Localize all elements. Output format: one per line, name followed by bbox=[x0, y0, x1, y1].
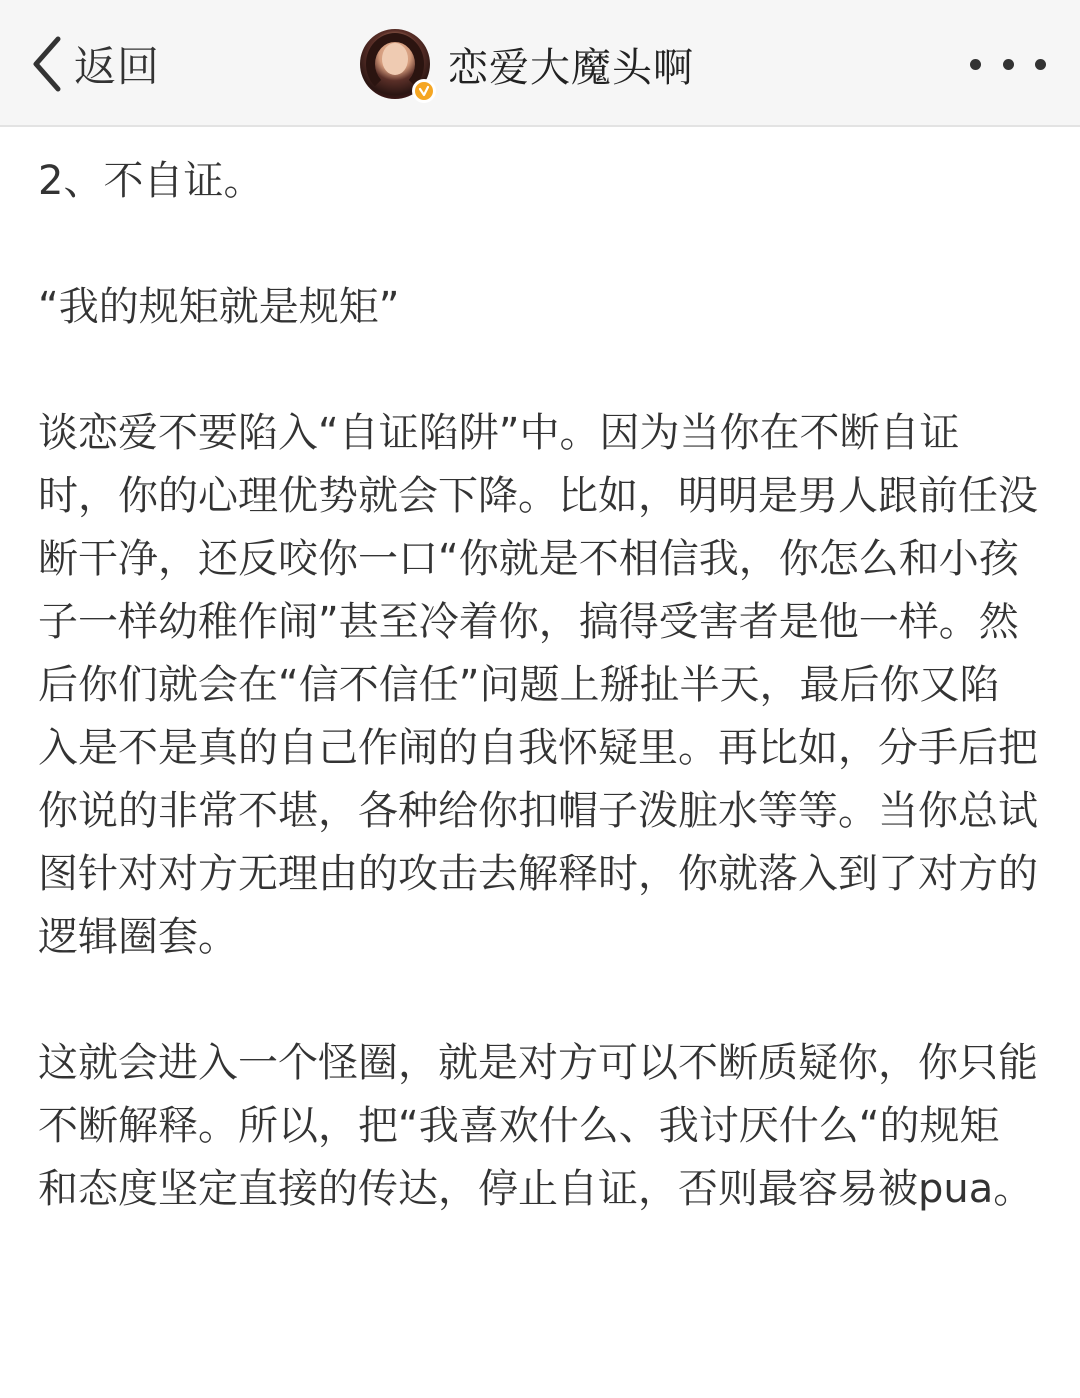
post-heading: 2、不自证。 bbox=[38, 158, 264, 204]
verified-badge-icon bbox=[412, 79, 436, 103]
back-button[interactable] bbox=[30, 30, 160, 98]
profile-header[interactable] bbox=[360, 28, 694, 100]
more-dots-icon[interactable] bbox=[970, 50, 1046, 78]
profile-name[interactable]: 恋爱大魔头啊 bbox=[448, 44, 694, 91]
post-content bbox=[38, 150, 1038, 1284]
post-quote: “我的规矩就是规矩” bbox=[38, 284, 400, 330]
chevron-left-icon bbox=[30, 35, 64, 93]
post-paragraph-1: 谈恋爱不要陷入“自证陷阱”中。因为当你在不断自证时，你的心理优势就会下降。比如，明明是男人跟前任没断干净，还反咬你一口“你就是不相信我，你怎么和小孩子一样幼稚作闹”甚至冷着你，搞得受害者是他一样。然后你们就会在“信不信任”问题上掰扯半天，最后你又陷入是不是真的自己作闹的自我怀疑里。再比如，分手后把你说的非常不堪，各种给你扣帽子泼脏水等等。当你总试图针对对方无理由的攻击去解释时，你就落入到了对方的逻辑圈套。 bbox=[38, 410, 1038, 960]
post-paragraph-2: 这就会进入一个怪圈，就是对方可以不断质疑你，你只能不断解释。所以，把“我喜欢什么、我讨厌什么“的规矩和态度坚定直接的传达，停止自证，否则最容易被pua。 bbox=[38, 1040, 1038, 1212]
back-label: 返回 bbox=[74, 42, 161, 91]
avatar[interactable] bbox=[360, 29, 430, 99]
top-nav-bar bbox=[0, 0, 1080, 127]
